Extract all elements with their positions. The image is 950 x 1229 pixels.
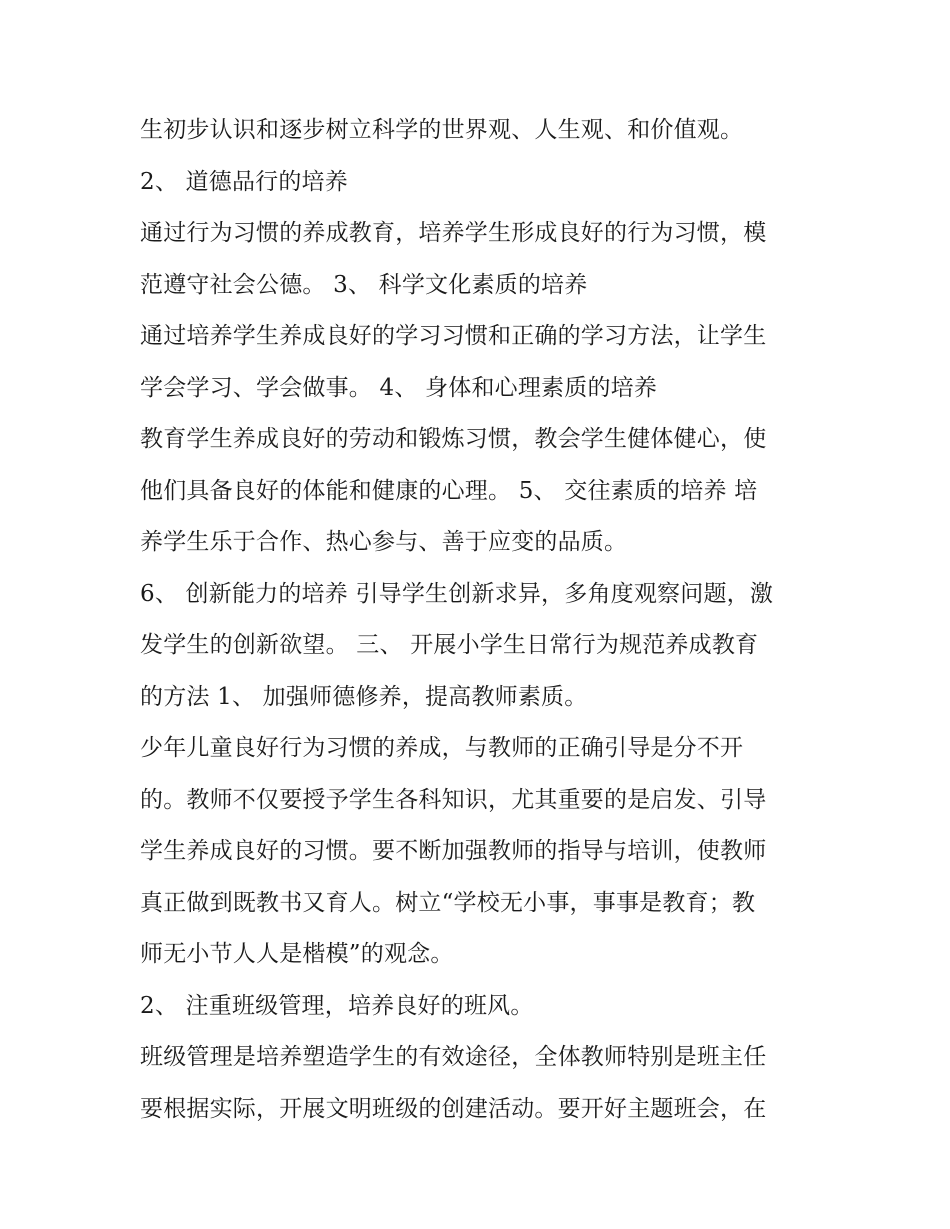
text-line: 生初步认识和逐步树立科学的世界观、人生观、和价值观。 — [140, 117, 744, 143]
text-line: 的。教师不仅要授予学生各科知识，尤其重要的是启发、引导 — [140, 786, 767, 813]
text-line: 发学生的创新欲望。 三、 开展小学生日常行为规范养成教育 — [140, 632, 759, 658]
text-line: 要根据实际，开展文明班级的创建活动。要开好主题班会，在 — [140, 1095, 767, 1122]
text-line: 少年儿童良好行为习惯的养成，与教师的正确引导是分不开 — [140, 735, 744, 761]
text-line: 真正做到既教书又育人。树立“学校无小事，事事是教育；教 — [140, 889, 756, 916]
text-line: 班级管理是培养塑造学生的有效途径，全体教师特别是班主任 — [140, 1044, 767, 1070]
text-line: 学会学习、学会做事。 4、 身体和心理素质的培养 — [140, 374, 658, 401]
text-line: 2、 注重班级管理，培养良好的班风。 — [140, 992, 534, 1019]
text-line: 师无小节人人是楷模”的观念。 — [140, 941, 454, 967]
text-line: 范遵守社会公德。 3、 科学文化素质的培养 — [140, 271, 588, 298]
text-line: 教育学生养成良好的劳动和锻炼习惯，教会学生健体健心，使 — [140, 426, 767, 452]
text-line: 学生养成良好的习惯。要不断加强教师的指导与培训，使教师 — [140, 838, 767, 864]
text-line: 通过行为习惯的养成教育，培养学生形成良好的行为习惯，模 — [140, 220, 767, 246]
document-body — [140, 105, 830, 1135]
text-line: 6、 创新能力的培养 引导学生创新求异，多角度观察问题，激 — [140, 580, 774, 607]
text-line: 2、 道德品行的培养 — [140, 168, 348, 195]
text-line: 他们具备良好的体能和健康的心理。 5、 交往素质的培养 培 — [140, 477, 758, 504]
text-line: 通过培养学生养成良好的学习习惯和正确的学习方法，让学生 — [140, 323, 767, 349]
text-line: 的方法 1、 加强师德修养，提高教师素质。 — [140, 683, 588, 710]
text-line: 养学生乐于合作、热心参与、善于应变的品质。 — [140, 529, 628, 555]
